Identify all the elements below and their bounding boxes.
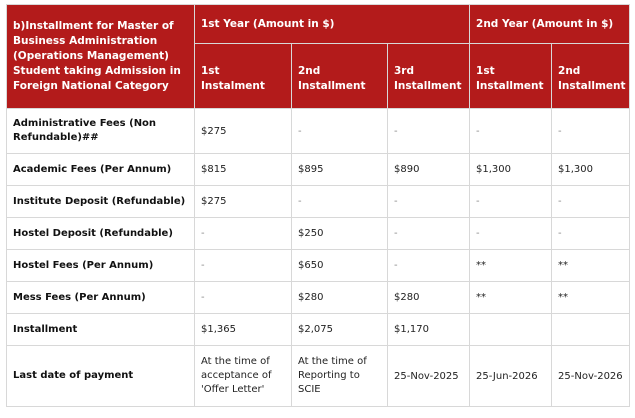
col-header-y1-inst3: 3rd Installment [388,44,470,109]
table-cell: ** [552,282,630,314]
row-label: Installment [7,314,195,346]
row-label: Last date of payment [7,346,195,407]
table-cell: - [470,109,552,154]
table-row-academic-fees [7,154,630,186]
table-cell: $1,300 [470,154,552,186]
table-cell: $815 [195,154,292,186]
table-cell: - [470,218,552,250]
table-cell: 25-Jun-2026 [470,346,552,407]
col-header-y1-inst1: 1st Instalment [195,44,292,109]
table-cell: 25-Nov-2025 [388,346,470,407]
table-cell: ** [470,250,552,282]
table-cell: $895 [292,154,388,186]
table-cell: - [470,186,552,218]
col-header-y2-inst1: 1st Installment [470,44,552,109]
table-cell: At the time of acceptance of 'Offer Letter' [195,346,292,407]
table-cell: - [195,218,292,250]
col-header-y2-inst2: 2nd Installment [552,44,630,109]
table-cell: - [195,282,292,314]
table-cell: At the time of Reporting to SCIE [292,346,388,407]
installment-fee-table [6,4,630,407]
table-row-hostel-fees [7,250,630,282]
table-cell: - [552,218,630,250]
table-cell: - [388,218,470,250]
fee-table-container [6,4,630,407]
table-cell: $2,075 [292,314,388,346]
row-label: Academic Fees (Per Annum) [7,154,195,186]
table-cell: - [388,186,470,218]
table-cell: $280 [292,282,388,314]
table-row-installment-total [7,314,630,346]
col-header-y1-inst2: 2nd Installment [292,44,388,109]
table-cell: $280 [388,282,470,314]
table-row-hostel-deposit [7,218,630,250]
table-cell: $275 [195,186,292,218]
table-cell: $250 [292,218,388,250]
table-cell: - [552,186,630,218]
row-label: Institute Deposit (Refundable) [7,186,195,218]
table-cell: 25-Nov-2026 [552,346,630,407]
table-cell: - [195,250,292,282]
table-cell: $1,300 [552,154,630,186]
row-label: Mess Fees (Per Annum) [7,282,195,314]
table-row-administrative-fees [7,109,630,154]
table-cell: ** [552,250,630,282]
table-cell: - [292,109,388,154]
table-cell: - [388,250,470,282]
row-label: Hostel Fees (Per Annum) [7,250,195,282]
table-cell: $650 [292,250,388,282]
table-cell: - [388,109,470,154]
row-label: Hostel Deposit (Refundable) [7,218,195,250]
table-cell: - [552,109,630,154]
first-year-header: 1st Year (Amount in $) [195,5,470,44]
table-cell [470,314,552,346]
table-row-last-date [7,346,630,407]
table-row-mess-fees [7,282,630,314]
row-label: Administrative Fees (Non Refundable)## [7,109,195,154]
table-cell: $275 [195,109,292,154]
table-cell: $1,170 [388,314,470,346]
table-cell: $1,365 [195,314,292,346]
second-year-header: 2nd Year (Amount in $) [470,5,630,44]
table-cell [552,314,630,346]
table-row-institute-deposit [7,186,630,218]
table-cell: - [292,186,388,218]
table-cell: $890 [388,154,470,186]
table-title-header: b)Installment for Master of Business Administration (Operations Management) Student taking Admission in Foreign National Category [7,5,195,109]
table-cell: ** [470,282,552,314]
